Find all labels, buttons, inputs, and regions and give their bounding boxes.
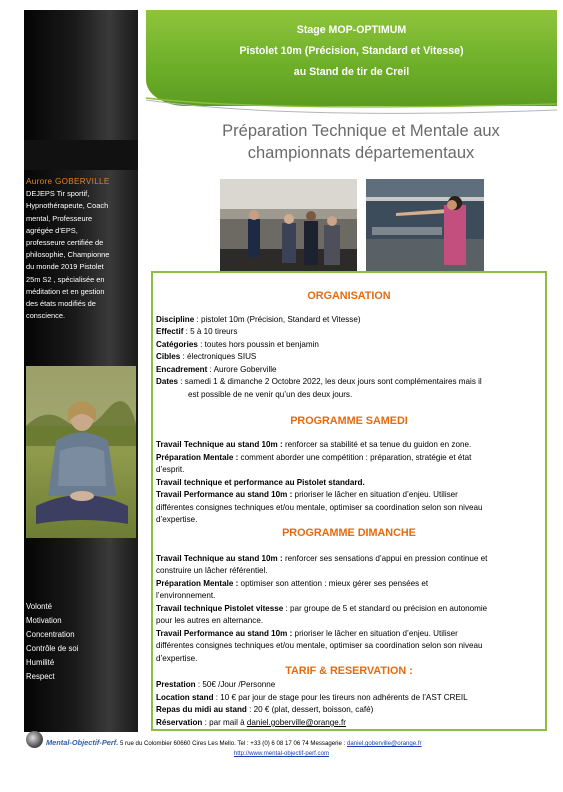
dimanche-vitesse-line [156, 603, 544, 615]
banner-title [146, 20, 557, 83]
samedi-technique-line [156, 439, 544, 451]
effectif-value: : 5 à 10 tireurs [183, 327, 238, 336]
samedi-mental-label: Préparation Mentale : [156, 453, 239, 462]
dimanche-vitesse-text: : par groupe de 5 et standard ou précision en autonomie [283, 604, 488, 613]
dimanche-technique-text: renforcer ses sensations d’appui en pression continue et [282, 554, 488, 563]
banner-line-1: Stage MOP-OPTIMUM [296, 24, 407, 36]
bio-line: agrégée d’EPS, [26, 225, 78, 235]
pistol-shooter-photo [366, 179, 484, 271]
banner-line-2: Pistolet 10m (Précision, Standard et Vitesse) [239, 45, 464, 57]
dates-line-continued: est possible de ne venir qu’un des deux jours. [188, 390, 353, 399]
samedi-performance-text: prioriser le lâcher en situation d’enjeu. Utiliser [292, 490, 458, 499]
bio-line: méditation et en gestion [26, 286, 105, 296]
location-value: : 10 € par jour de stage pour les tireurs non adhérents de l’AST CREIL [213, 693, 468, 702]
effectif-line [156, 326, 544, 338]
dimanche-performance-text: prioriser le lâcher en situation d’enjeu. Utiliser [292, 629, 458, 638]
dimanche-mental-text: optimiser son attention : mieux gérer ses pensées et [238, 579, 429, 588]
location-line [156, 692, 544, 704]
dimanche-mental-label: Préparation Mentale : [156, 579, 239, 588]
categories-label: Catégories [156, 340, 198, 349]
encadrement-line [156, 364, 544, 376]
samedi-heading: PROGRAMME SAMEDI [290, 415, 408, 427]
footer-address: 5 rue du Colombier 60660 Cires Les Mello. Tel : +33 (0) 6 08 17 06 74 Messagerie : [118, 740, 347, 747]
repas-line [156, 704, 544, 716]
footer-email-link[interactable]: daniel.goberville@orange.fr [346, 740, 422, 747]
shooting-range-group-photo [220, 179, 357, 271]
effectif-label: Effectif [156, 327, 184, 336]
dates-line [156, 376, 544, 388]
repas-value: : 20 € (plat, dessert, boisson, café) [246, 705, 374, 714]
dimanche-heading: PROGRAMME DIMANCHE [282, 527, 416, 539]
bio-line: philosophie, Championne [26, 250, 110, 260]
discipline-line [156, 314, 544, 326]
samedi-standard-label: Travail technique et performance au Pistolet standard. [156, 478, 365, 487]
reservation-value: : par mail à [202, 718, 247, 727]
value-item: Volonté [26, 602, 53, 611]
samedi-performance-label: Travail Performance au stand 10m : [156, 490, 293, 499]
bio-line: DEJEPS Tir sportif, [26, 189, 90, 199]
bio-line: Hypnothérapeute, Coach [26, 201, 109, 211]
footer-website-link[interactable]: http://www.mental-objectif-perf.com [233, 750, 330, 757]
bio-line: 25m S2 , spécialisée en [26, 274, 105, 284]
bio-line: du monde 2019 Pistolet [26, 262, 104, 272]
samedi-mental-line [156, 452, 544, 464]
subtitle-line-1: Préparation Technique et Mentale aux [222, 122, 500, 140]
sidebar-accent-block [24, 140, 138, 170]
dimanche-technique-line [156, 553, 544, 565]
discipline-label: Discipline [156, 315, 195, 324]
dimanche-performance-line-cont: différentes consignes techniques et/ou mentale, optimiser sa coordination selon son niveau [156, 641, 483, 650]
dates-value: : samedi 1 & dimanche 2 Octobre 2022, les deux jours sont complémentaires mais il [178, 377, 482, 386]
value-item: Concentration [26, 630, 75, 639]
prestation-label: Prestation [156, 680, 196, 689]
dimanche-technique-label: Travail Technique au stand 10m : [156, 554, 283, 563]
subtitle-line-2: championnats départementaux [247, 144, 475, 162]
cibles-label: Cibles [156, 352, 181, 361]
dimanche-vitesse-label: Travail technique Pistolet vitesse [156, 604, 284, 613]
samedi-technique-label: Travail Technique au stand 10m : [156, 440, 283, 449]
brand-logo-icon [26, 731, 43, 748]
dimanche-vitesse-line-cont: pour les autres en alternance. [156, 616, 264, 625]
location-label: Location stand [156, 693, 214, 702]
prestation-value: : 50€ /Jour /Personne [195, 680, 276, 689]
dimanche-performance-label: Travail Performance au stand 10m : [156, 629, 293, 638]
cibles-line [156, 351, 544, 363]
dimanche-performance-line-end: d’expertise. [156, 654, 198, 663]
encadrement-value: : Aurore Goberville [207, 365, 277, 374]
bio-line: conscience. [26, 311, 66, 321]
dimanche-mental-line [156, 578, 544, 590]
values-list [26, 600, 78, 684]
repas-label: Repas du midi au stand [156, 705, 247, 714]
trainer-name: Aurore GOBERVILLE [26, 177, 110, 186]
bio-line: professeure certifiée de [26, 238, 104, 248]
page-subtitle [186, 120, 536, 164]
bio-line: mental, Professeure [26, 213, 93, 223]
reservation-label: Réservation [156, 718, 203, 727]
samedi-performance-line-end: d’expertise. [156, 515, 198, 524]
value-item: Respect [26, 672, 55, 681]
reservation-email-link[interactable]: daniel.goberville@orange.fr [246, 718, 346, 727]
tarif-heading: TARIF & RESERVATION : [285, 665, 413, 677]
banner-line-3: au Stand de tir de Creil [293, 66, 410, 78]
trainer-meditation-photo [26, 366, 136, 538]
prestation-line [156, 679, 544, 691]
footer-contact [46, 738, 422, 747]
organisation-heading: ORGANISATION [307, 290, 391, 302]
samedi-standard-line [156, 477, 544, 489]
categories-value: : toutes hors poussin et benjamin [197, 340, 319, 349]
dimanche-performance-line [156, 628, 544, 640]
discipline-value: : pistolet 10m (Précision, Standard et Vitesse) [194, 315, 361, 324]
reservation-line [156, 717, 544, 729]
encadrement-label: Encadrement [156, 365, 208, 374]
samedi-performance-line-cont: différentes consignes techniques et/ou mentale, optimiser sa coordination selon son niveau [156, 503, 483, 512]
value-item: Motivation [26, 616, 62, 625]
footer-brand: Mental-Objectif-Perf. [46, 738, 119, 747]
dimanche-mental-line-cont: l’environnement. [156, 591, 216, 600]
categories-line [156, 339, 544, 351]
value-item: Contrôle de soi [26, 644, 79, 653]
cibles-value: : électroniques SIUS [180, 352, 257, 361]
samedi-technique-text: renforcer sa stabilité et sa tenue du guidon en zone. [282, 440, 472, 449]
samedi-mental-text: comment aborder une compétition : préparation, stratégie et état [238, 453, 472, 462]
value-item: Humilité [26, 658, 55, 667]
dimanche-technique-line-cont: construire un lâcher référentiel. [156, 566, 268, 575]
samedi-mental-line-cont: d’esprit. [156, 465, 185, 474]
samedi-performance-line [156, 489, 544, 501]
trainer-bio [26, 176, 136, 322]
dates-label: Dates [156, 377, 179, 386]
bio-line: des états modifiés de [26, 299, 96, 309]
